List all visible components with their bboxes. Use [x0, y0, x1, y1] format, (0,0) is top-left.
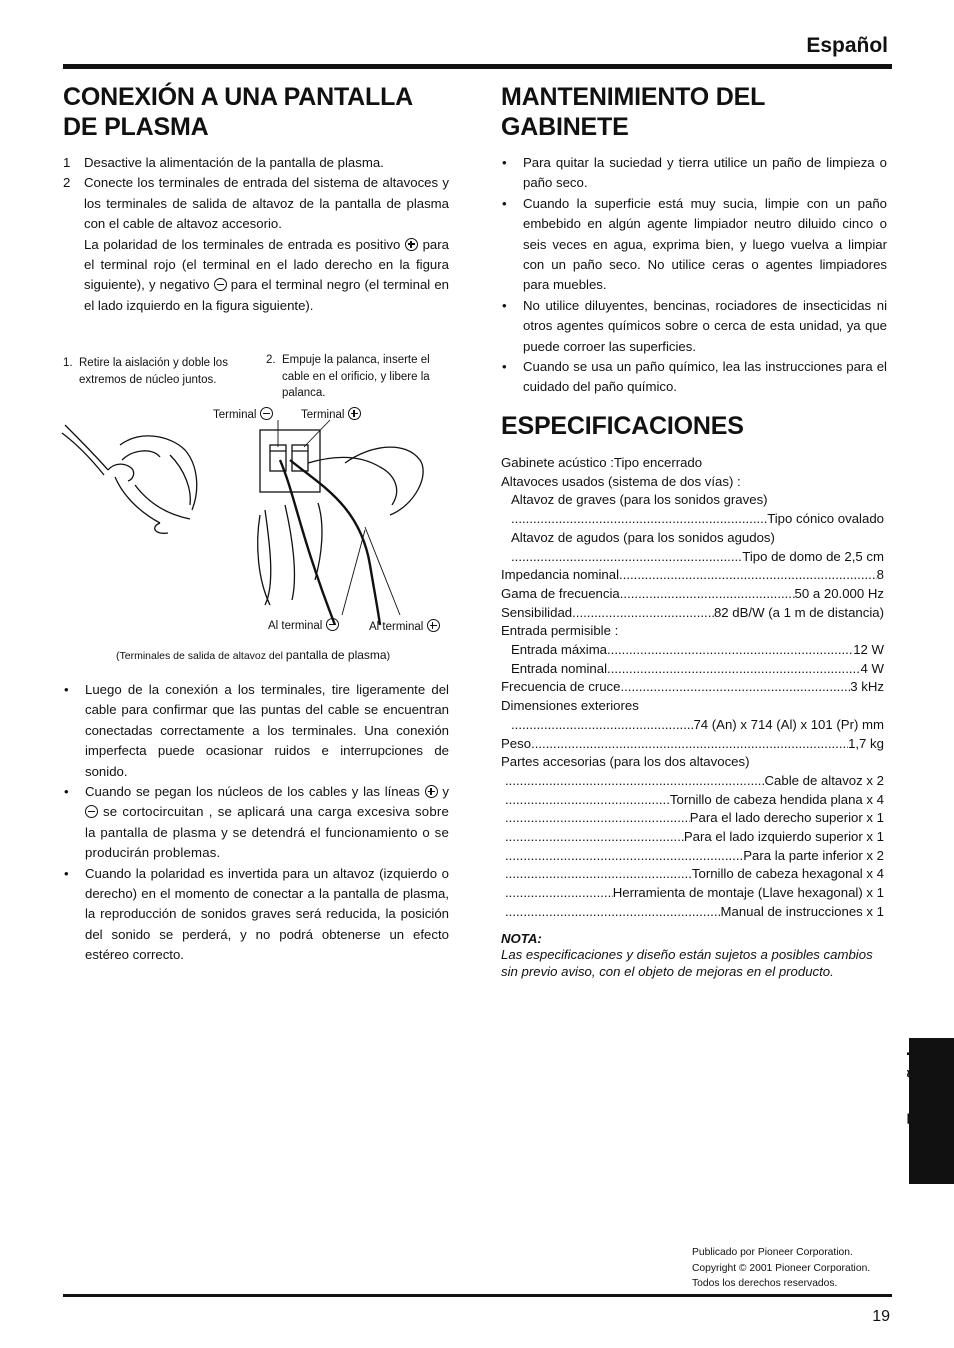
spec-value: Tipo cónico ovalado — [767, 511, 884, 527]
step-text: Desactive la alimentación de la pantalla de plasma. — [84, 155, 384, 170]
plus-icon — [427, 619, 440, 632]
spec-value: 1,7 kg — [848, 735, 884, 751]
bullet-icon: • — [64, 784, 69, 800]
accessory-row — [501, 903, 884, 922]
spec-row — [501, 735, 884, 754]
dot-leader — [505, 865, 692, 884]
maintenance-item — [501, 296, 887, 357]
caption-text: (Terminales de salida de altavoz del — [116, 650, 283, 662]
spec-line: Partes accesorias (para los dos altavoces) — [501, 754, 750, 770]
note-text: Luego de la conexión a los terminales, tire ligeramente del cable para confirmar que las puntas del cable se encuentran conectadas correctamente a los terminales. Una conexión imperfecta puede ocasionar ruidos e interrupciones de sonido. — [85, 682, 449, 779]
bullet-icon: • — [502, 155, 507, 170]
title-line-1: CONEXIÓN A UNA PANTALLA — [63, 83, 414, 111]
figure-step-number: 1. — [63, 357, 73, 369]
publisher-footer — [692, 1245, 870, 1292]
connection-illustration — [60, 415, 460, 625]
al-terminal-plus-label — [369, 619, 440, 636]
maintenance-title — [501, 82, 887, 142]
page-number: 19 — [872, 1308, 890, 1325]
minus-icon — [85, 805, 98, 818]
spec-line: Altavoz de graves (para los sonidos graves) — [511, 492, 768, 508]
leader-lines — [278, 420, 400, 615]
spec-label: Gama de frecuencia — [501, 585, 620, 601]
title-line-1: MANTENIMIENTO DEL — [501, 83, 766, 111]
maintenance-text: Cuando la superficie está muy sucia, limpie con un paño embebido en algún agente limpiador neutro diluido cinco o seis veces en agua, exprima bien, y luego vuelva a limpiar con un paño seco. No utilice ceras o agentes limpiadores para muebles. — [523, 195, 887, 293]
spec-row — [501, 566, 884, 585]
spec-line: Altavoz de agudos (para los sonidos agudos) — [511, 529, 775, 545]
spec-row — [501, 641, 884, 660]
dot-leader — [505, 884, 613, 903]
figure-caption — [116, 648, 390, 662]
footer-line: Publicado por Pioneer Corporation. — [692, 1247, 853, 1258]
dot-leader — [505, 903, 721, 922]
spec-row — [501, 604, 884, 623]
caption-text: ) — [386, 650, 391, 662]
maintenance-item — [501, 357, 887, 398]
title-line-2: DE PLASMA — [63, 113, 209, 141]
accessory-row — [501, 865, 884, 884]
dot-leader — [572, 604, 714, 623]
figure-step-text: Retire la aislación y doble los extremos de núcleo juntos. — [79, 357, 228, 386]
accessory-value: Manual de instrucciones x 1 — [720, 903, 884, 919]
figure-step-2 — [266, 352, 456, 402]
steps-list — [63, 153, 449, 316]
figure-step-text: Empuje la palanca, inserte el cable en el orificio, y libere la palanca. — [282, 354, 430, 399]
step-1 — [63, 153, 449, 173]
footer-line: Todos los derechos reservados. — [692, 1278, 838, 1289]
side-language-label: Español — [905, 1051, 926, 1125]
accessory-row — [501, 772, 884, 791]
bottom-rule — [63, 1294, 892, 1297]
spec-value: 4 W — [860, 660, 884, 676]
accessory-value: Tornillo de cabeza hexagonal x 4 — [691, 866, 884, 882]
dot-leader — [505, 809, 690, 828]
specifications-title — [501, 411, 887, 441]
note-text: Cuando la polaridad es invertida para un altavoz (izquierdo o derecho) en el momento de conectar a la pantalla de plasma, la reproducción de sonidos graves será reducida, la posición del sonido se perderá, y no podrá obtenerse un efecto estéreo correcto. — [85, 865, 449, 963]
accessory-value: Herramienta de montaje (Llave hexagonal) x 1 — [612, 885, 884, 901]
speaker-cable — [280, 460, 380, 625]
spec-row — [501, 678, 884, 697]
accessory-row — [501, 809, 884, 828]
step-number: 2 — [63, 175, 71, 191]
note-item — [63, 680, 449, 782]
top-rule — [63, 64, 892, 69]
spec-label: Frecuencia de cruce — [501, 679, 621, 695]
dot-leader — [620, 678, 850, 697]
spec-row — [501, 716, 884, 735]
figure-step-1 — [63, 355, 233, 388]
accessory-value: Para la parte inferior x 2 — [743, 847, 884, 863]
spec-value: 8 — [876, 567, 884, 583]
note-text — [85, 782, 449, 864]
spec-label: Sensibilidad — [501, 604, 573, 620]
dot-leader — [505, 828, 684, 847]
specifications-table — [501, 454, 884, 922]
note-text: Las especificaciones y diseño están sujetos a posibles cambios sin previo aviso, con el objeto de mejoras en el producto. — [501, 947, 873, 980]
step-text: Conecte los terminales de entrada del sistema de altavoces y los terminales de salida de altavoz de la pantalla de plasma con el cable de altavoz accesorio. — [84, 175, 449, 232]
maintenance-text: No utilice diluyentes, bencinas, rociadores de insecticidas ni otros agentes químicos sobre o cerca de esta unidad, ya que puede corroer las superficies. — [523, 297, 887, 354]
spec-label: Entrada máxima — [511, 642, 608, 658]
dot-leader — [619, 566, 877, 585]
spec-line: Entrada permisible : — [501, 623, 619, 639]
spec-label: Impedancia nominal — [501, 567, 620, 583]
spec-value: 3 kHz — [850, 679, 884, 695]
maintenance-text: Cuando se usa un paño químico, lea las instrucciones para el cuidado del paño químico. — [523, 359, 887, 395]
bullet-icon: • — [502, 297, 507, 313]
note-item — [63, 782, 449, 864]
accessory-row — [501, 791, 884, 810]
note-heading: NOTA: — [501, 931, 542, 946]
dot-leader — [505, 772, 765, 791]
hands-twisting-wire — [62, 425, 197, 533]
spec-label: Entrada nominal — [511, 660, 608, 676]
maintenance-list — [501, 153, 887, 398]
accessory-value: Para el lado derecho superior x 1 — [689, 810, 884, 826]
bullet-icon: • — [502, 195, 507, 211]
step-number: 1 — [63, 155, 71, 170]
al-terminal-text: Al terminal — [268, 620, 323, 632]
dot-leader — [505, 791, 670, 810]
dot-leader — [620, 585, 795, 604]
spec-value: 50 a 20.000 Hz — [794, 585, 884, 601]
spec-row — [501, 510, 884, 529]
polarity-note — [63, 235, 449, 317]
dot-leader — [505, 847, 743, 866]
spec-value: Tipo de domo de 2,5 cm — [742, 548, 884, 564]
accessory-row — [501, 847, 884, 866]
polarity-text: para el terminal negro (el terminal en el lado izquierdo en la figura siguiente). — [84, 277, 449, 313]
terminal-label-text: Terminal — [301, 409, 345, 421]
note-item — [63, 864, 449, 966]
maintenance-text: Para quitar la suciedad y tierra utilice un paño de limpieza o paño seco. — [523, 155, 887, 191]
spec-value: 12 W — [853, 642, 884, 658]
bullet-icon: • — [64, 682, 69, 697]
dot-leader — [511, 716, 693, 735]
maintenance-item — [501, 153, 887, 194]
note-text-part: y — [442, 784, 449, 800]
footer-line: Copyright © 2001 Pioneer Corporation. — [692, 1262, 871, 1274]
spec-line: Altavoces usados (sistema de dos vías) : — [501, 473, 741, 489]
language-header: Español — [806, 34, 888, 57]
step-2 — [63, 173, 449, 234]
dot-leader — [607, 641, 853, 660]
bullet-icon: • — [502, 359, 507, 375]
spec-title-text: ESPECIFICACIONES — [501, 412, 744, 440]
spec-label: Peso — [501, 735, 532, 751]
spec-line: Gabinete acústico :Tipo encerrado — [501, 455, 703, 470]
polarity-text: La polaridad de los terminales de entrada es positivo — [84, 236, 401, 252]
title-line-2: GABINETE — [501, 113, 629, 141]
bullet-icon: • — [64, 865, 69, 881]
connection-notes — [63, 680, 449, 966]
maintenance-item — [501, 194, 887, 296]
spec-row — [501, 585, 884, 604]
polarity-text: para el terminal rojo (el terminal en el lado derecho en la figura siguiente), y negativo — [84, 236, 449, 293]
dot-leader — [607, 660, 861, 679]
terminal-label-text: Terminal — [213, 409, 257, 421]
al-terminal-text: Al terminal — [369, 621, 424, 633]
minus-icon — [326, 618, 339, 631]
dot-leader — [531, 735, 848, 754]
spec-value: 74 (An) x 714 (Al) x 101 (Pr) mm — [693, 716, 884, 732]
spec-row — [501, 548, 884, 567]
note-text-part: Cuando se pegan los núcleos de los cables y las líneas — [85, 784, 420, 800]
figure-step-number: 2. — [266, 354, 276, 366]
spec-line: Dimensiones exteriores — [501, 698, 639, 714]
accessory-value: Para el lado izquierdo superior x 1 — [683, 829, 884, 845]
accessory-value: Tornillo de cabeza hendida plana x 4 — [669, 791, 884, 807]
plus-icon — [425, 785, 438, 798]
left-section-title — [63, 82, 449, 142]
minus-icon — [214, 278, 227, 291]
dot-leader — [511, 510, 767, 529]
al-terminal-minus-label — [268, 618, 339, 635]
dot-leader — [511, 548, 742, 567]
note-text-part: se cortocircuitan , se aplicará una carga excesiva sobre la pantalla de plasma y se detendrá el funcionamiento o se producirán problemas. — [85, 804, 449, 861]
accessory-row — [501, 884, 884, 903]
plus-icon — [405, 238, 418, 251]
spec-row — [501, 660, 884, 679]
spec-value: 82 dB/W (a 1 m de distancia) — [713, 604, 884, 620]
accessory-row — [501, 828, 884, 847]
accessory-value: Cable de altavoz x 2 — [764, 772, 884, 788]
note-block — [501, 931, 886, 980]
caption-text: pantalla de plasma — [285, 648, 387, 662]
